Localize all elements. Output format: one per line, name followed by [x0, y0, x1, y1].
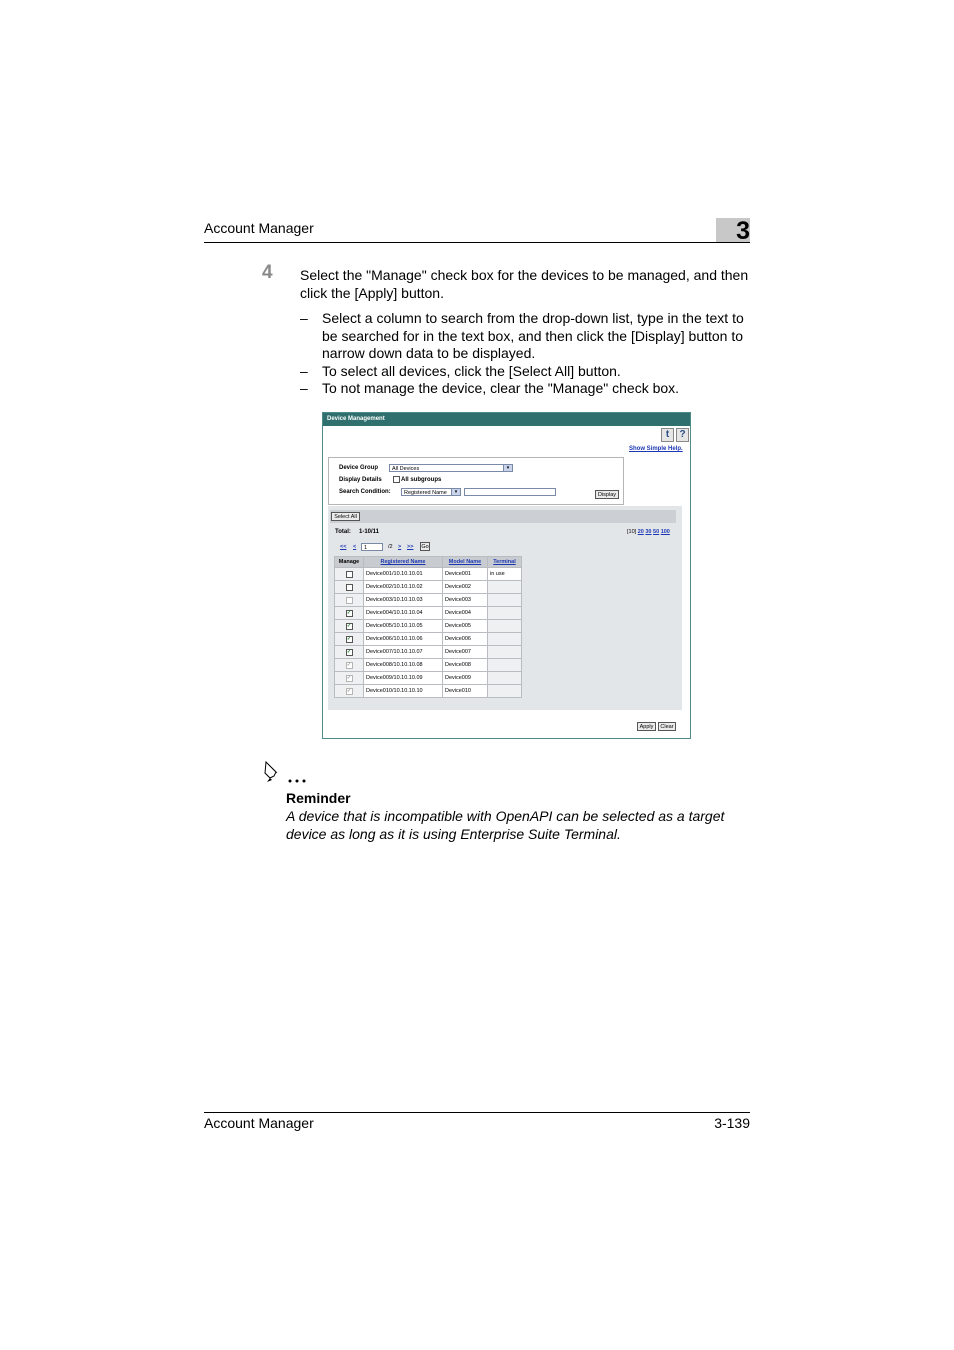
model-name-cell: Device006 — [443, 633, 488, 646]
terminal-cell — [488, 659, 522, 672]
registered-name-cell: Device001/10.10.10.01 — [364, 568, 443, 581]
manage-cell — [335, 659, 364, 672]
manage-checkbox[interactable]: ✓ — [346, 648, 352, 655]
registered-name-cell: Device003/10.10.10.03 — [364, 594, 443, 607]
model-name-cell: Device008 — [443, 659, 488, 672]
chevron-down-icon: ▾ — [451, 489, 460, 495]
model-name-cell: Device005 — [443, 620, 488, 633]
manage-cell — [335, 607, 364, 620]
last-page-link[interactable]: >> — [407, 544, 414, 550]
manage-cell — [335, 685, 364, 698]
page-number-input[interactable]: 1 — [361, 543, 383, 551]
step-number: 4 — [262, 262, 273, 283]
prev-page-link[interactable]: < — [353, 544, 357, 550]
column-header-registered-name[interactable] — [364, 557, 443, 568]
display-button[interactable]: Display — [595, 490, 619, 499]
bullet-dash: – — [300, 380, 308, 396]
model-name-cell: Device007 — [443, 646, 488, 659]
manage-cell — [335, 568, 364, 581]
model-name-cell: Device001 — [443, 568, 488, 581]
bullet-dash: – — [300, 310, 308, 326]
model-name-cell: Device010 — [443, 685, 488, 698]
sort-terminal-link[interactable]: Terminal — [493, 559, 516, 565]
manage-cell — [335, 581, 364, 594]
registered-name-cell: Device008/10.10.10.08 — [364, 659, 443, 672]
registered-name-cell: Device006/10.10.10.06 — [364, 633, 443, 646]
reminder-title: Reminder — [286, 790, 351, 806]
terminal-cell — [488, 620, 522, 633]
total-value: 1-10/11 — [359, 529, 380, 535]
device-group-label: Device Group — [339, 465, 379, 471]
registered-name-cell: Device007/10.10.10.07 — [364, 646, 443, 659]
per-page-current: [10] — [627, 529, 637, 535]
running-header-title: Account Manager — [204, 220, 314, 236]
show-simple-help-link[interactable]: Show Simple Help. — [629, 446, 683, 452]
model-name-cell: Device004 — [443, 607, 488, 620]
device-group-value: All Devices — [392, 466, 420, 472]
chevron-down-icon: ▾ — [503, 465, 512, 471]
manage-cell — [335, 646, 364, 659]
toolbar-bar — [330, 510, 676, 523]
table-header-row — [335, 557, 522, 568]
manage-checkbox: ✓ — [346, 661, 352, 668]
search-condition-select[interactable] — [401, 488, 461, 496]
table-row — [335, 685, 522, 698]
search-panel — [328, 457, 624, 505]
search-condition-label: Search Condition: — [339, 489, 391, 495]
manage-checkbox — [346, 597, 353, 604]
terminal-cell — [488, 607, 522, 620]
table-row — [335, 594, 522, 607]
registered-name-cell: Device005/10.10.10.05 — [364, 620, 443, 633]
per-page-100[interactable]: 100 — [660, 529, 670, 535]
device-table — [334, 556, 522, 698]
all-subgroups-checkbox[interactable] — [393, 476, 400, 483]
manage-checkbox: ✓ — [346, 687, 352, 694]
terminal-cell — [488, 685, 522, 698]
column-header-terminal[interactable] — [488, 557, 522, 568]
sort-registered-name-link[interactable]: Registered Name — [380, 559, 426, 565]
all-subgroups-label: All subgroups — [401, 477, 442, 483]
page-number: 3-139 — [714, 1115, 750, 1131]
terminal-cell — [488, 672, 522, 685]
clear-button[interactable]: Clear — [658, 722, 676, 731]
registered-name-cell: Device004/10.10.10.04 — [364, 607, 443, 620]
go-button[interactable]: Go — [421, 544, 429, 550]
chapter-number: 3 — [736, 217, 750, 245]
table-row — [335, 607, 522, 620]
window-title-bar — [323, 413, 690, 426]
pencil-icon — [263, 760, 311, 786]
table-row — [335, 568, 522, 581]
manage-cell — [335, 672, 364, 685]
model-name-cell: Device002 — [443, 581, 488, 594]
table-row — [335, 581, 522, 594]
table-row — [335, 646, 522, 659]
select-all-button[interactable]: Select All — [331, 512, 360, 521]
table-row — [335, 633, 522, 646]
first-page-link[interactable]: << — [340, 544, 347, 550]
registered-name-cell: Device009/10.10.10.09 — [364, 672, 443, 685]
bullet-dash: – — [300, 363, 308, 379]
model-name-cell: Device009 — [443, 672, 488, 685]
registered-name-cell: Device002/10.10.10.02 — [364, 581, 443, 594]
manage-cell — [335, 633, 364, 646]
terminal-cell: in use — [488, 568, 522, 581]
manage-checkbox[interactable]: ✓ — [346, 622, 352, 629]
next-page-link[interactable]: > — [398, 544, 402, 550]
table-row — [335, 672, 522, 685]
per-page-50[interactable]: 50 — [653, 529, 660, 535]
search-input[interactable] — [464, 488, 556, 496]
terminal-cell — [488, 633, 522, 646]
terminal-cell — [488, 594, 522, 607]
help-icon[interactable]: ? — [676, 428, 689, 442]
bullet-text: To not manage the device, clear the "Manage" check box. — [322, 380, 680, 396]
page-count: /2 — [388, 544, 393, 550]
device-management-screenshot — [322, 412, 691, 739]
manage-cell — [335, 594, 364, 607]
manage-checkbox[interactable]: ✓ — [346, 635, 352, 642]
total-label: Total: — [335, 529, 351, 535]
bullet-text: To select all devices, click the [Select All] button. — [322, 363, 621, 379]
terminal-cell — [488, 581, 522, 594]
per-page-30[interactable]: 30 — [645, 529, 652, 535]
manage-checkbox[interactable] — [346, 584, 353, 591]
manage-checkbox[interactable]: ✓ — [346, 609, 352, 616]
page-top-icon[interactable]: t — [661, 428, 674, 442]
model-name-cell: Device003 — [443, 594, 488, 607]
footer-rule — [204, 1112, 750, 1113]
per-page-selector — [627, 529, 670, 535]
sort-model-name-link[interactable]: Model Name — [448, 559, 482, 565]
search-condition-value: Registered Name — [404, 490, 447, 496]
bullet-text: Select a column to search from the drop-down list, type in the text to be searched for in the text box, and then click the [Display] button to narrow down data to be displayed. — [322, 310, 744, 361]
terminal-cell — [488, 646, 522, 659]
column-header-model-name[interactable] — [443, 557, 488, 568]
step-instruction: Select the "Manage" check box for the devices to be managed, and then click the [Apply] button. — [300, 267, 749, 301]
table-row — [335, 659, 522, 672]
reminder-text: A device that is incompatible with OpenAPI can be selected as a target device as long as it is using Enterprise Suite Terminal. — [286, 808, 725, 842]
manage-cell — [335, 620, 364, 633]
registered-name-cell: Device010/10.10.10.10 — [364, 685, 443, 698]
header-rule — [204, 242, 750, 243]
manage-checkbox: ✓ — [346, 674, 352, 681]
column-header-manage: Manage — [335, 557, 364, 568]
window-title: Device Management — [327, 416, 385, 422]
apply-button[interactable]: Apply — [637, 722, 656, 731]
manage-checkbox[interactable] — [346, 571, 353, 578]
device-group-select[interactable] — [389, 464, 513, 472]
footer-section-title: Account Manager — [204, 1115, 314, 1131]
per-page-20[interactable]: 20 — [637, 529, 644, 535]
display-details-label: Display Details — [339, 477, 382, 483]
table-row — [335, 620, 522, 633]
